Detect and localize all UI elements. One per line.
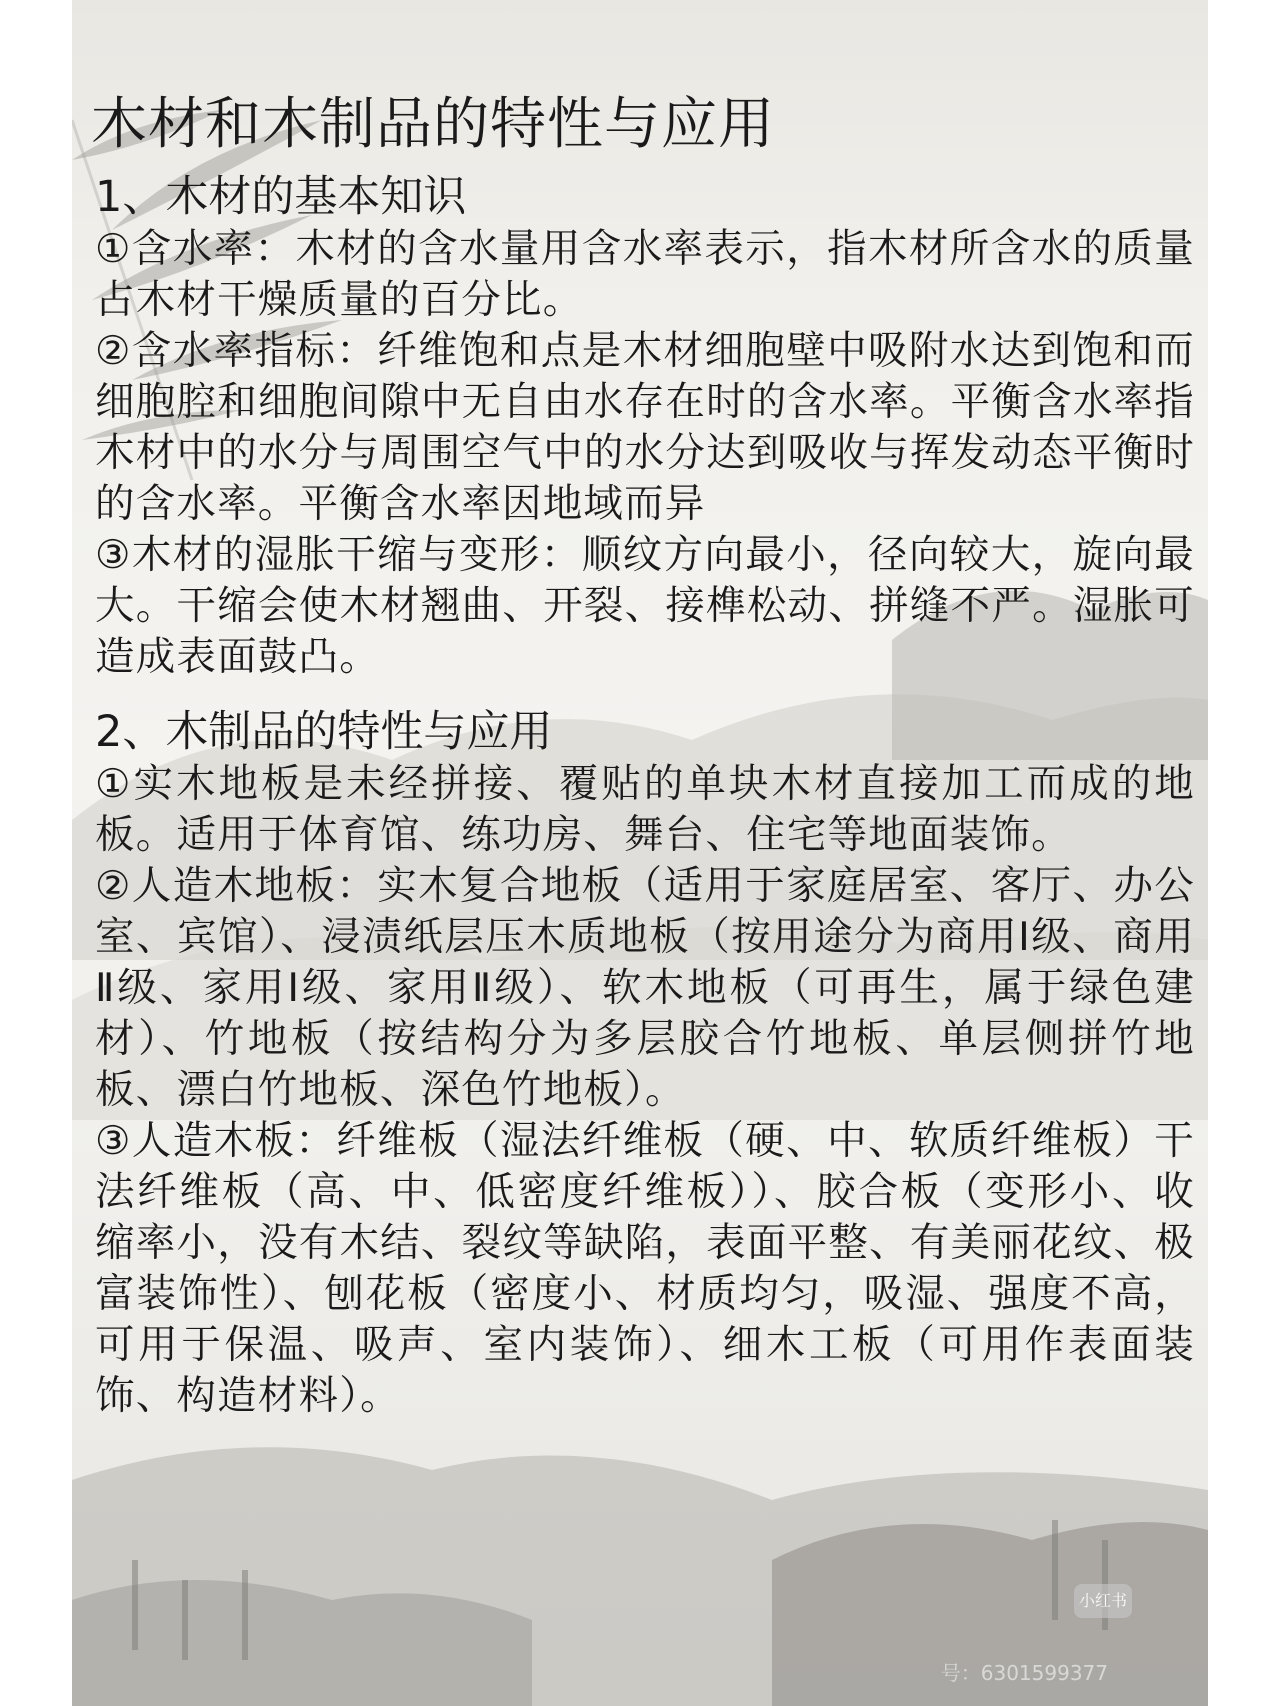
section-basic-knowledge [95,170,1195,683]
app-logo: 小红书 [1074,1584,1132,1618]
paragraph-swelling-shrinkage: ③木材的湿胀干缩与变形：顺纹方向最小，径向较大，旋向最大。干缩会使木材翘曲、开裂、接榫松动、拼缝不严。湿胀可造成表面鼓凸。 [95,532,1195,680]
document-body [91,88,1195,1422]
paragraph-moisture-content: ①含水率：木材的含水量用含水率表示，指木材所含水的质量占木材干燥质量的百分比。 [95,226,1195,323]
paragraph-engineered-floor: ②人造木地板：实木复合地板（适用于家庭居室、客厅、办公室、宾馆）、浸渍纸层压木质地板（按用途分为商用Ⅰ级、商用Ⅱ级、家用Ⅰ级、家用Ⅱ级）、软木地板（可再生，属于绿色建材）、竹地板（按结构分为多层胶合竹地板、单层侧拼竹地板、漂白竹地板、深色竹地板）。 [95,863,1195,1113]
paragraph-wood-boards: ③人造木板：纤维板（湿法纤维板（硬、中、软质纤维板）干法纤维板（高、中、低密度纤维板））、胶合板（变形小、收缩率小，没有木结、裂纹等缺陷，表面平整、有美丽花纹、极富装饰性）、刨花板（密度小、材质均匀，吸湿、强度不高，可用于保温、吸声、室内装饰）、细木工板（可用作表面装饰、构造材料）。 [95,1118,1195,1419]
section-heading: 2、木制品的特性与应用 [95,707,553,757]
paragraph-solid-wood-floor: ①实木地板是未经拼接、覆贴的单块木材直接加工而成的地板。适用于体育馆、练功房、舞台、住宅等地面装饰。 [95,761,1195,858]
section-heading: 1、木材的基本知识 [95,172,467,222]
page-title: 木材和木制品的特性与应用 [91,92,775,157]
watermark-id: 号：6301599377 [940,1661,1108,1685]
paragraph-moisture-index: ②含水率指标：纤维饱和点是木材细胞壁中吸附水达到饱和而细胞腔和细胞间隙中无自由水存在时的含水率。平衡含水率指木材中的水分与周围空气中的水分达到吸收与挥发动态平衡时的含水率。平衡含水率因地域而异 [95,328,1195,527]
section-wood-products [95,705,1195,1422]
